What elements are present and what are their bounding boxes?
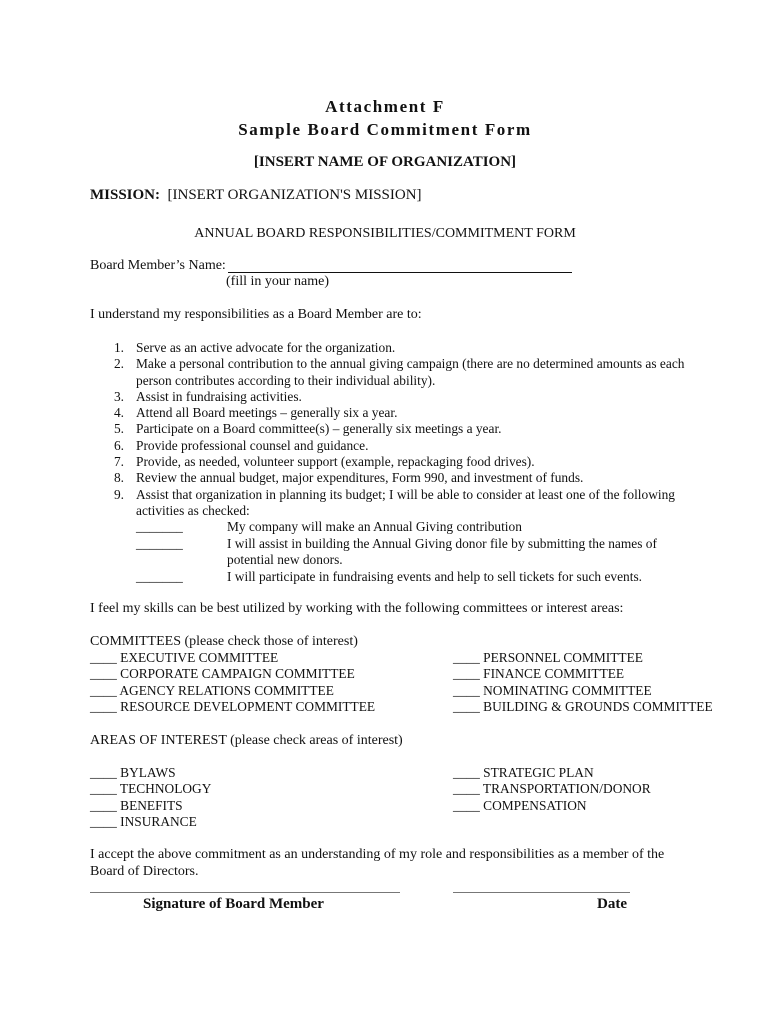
activity-text: I will participate in fundraising events and help to sell tickets for such events. — [227, 569, 642, 584]
organization-name-placeholder: [INSERT NAME OF ORGANIZATION] — [253, 154, 517, 170]
responsibility-item — [90, 470, 710, 486]
activity-checkbox-blank[interactable]: _______ — [136, 569, 183, 584]
member-signature-line[interactable] — [90, 892, 400, 893]
responsibility-number: 8. — [113, 470, 124, 486]
activity-text: My company will make an Annual Giving contribution — [227, 519, 522, 534]
responsibilities-intro: I understand my responsibilities as a Board Member are to: — [90, 307, 422, 322]
committee-option-label: EXECUTIVE COMMITTEE — [120, 650, 279, 665]
responsibility-text: Attend all Board meetings – generally six a year. — [136, 405, 398, 421]
committee-option — [453, 699, 713, 715]
form-title: Sample Board Commitment Form — [238, 120, 532, 139]
committee-option-label: FINANCE COMMITTEE — [483, 666, 625, 682]
interest-checkbox-blank[interactable]: ____ — [453, 765, 480, 780]
activity-text: I will assist in building the Annual Giving donor file by submitting the names of potential new donors. — [227, 536, 657, 568]
committee-checkbox-blank[interactable]: ____ — [453, 650, 480, 665]
interest-checkbox-blank[interactable]: ____ — [90, 797, 117, 813]
responsibility-item — [90, 454, 710, 470]
responsibility-item — [90, 389, 710, 405]
committee-checkbox-blank[interactable]: ____ — [453, 666, 480, 682]
committee-option — [453, 683, 652, 699]
responsibility-number: 3. — [113, 388, 124, 404]
interest-option-label: BYLAWS — [120, 765, 176, 780]
responsibility-item — [90, 487, 710, 520]
interest-option-label: TECHNOLOGY — [119, 781, 212, 797]
skills-intro: I feel my skills can be best utilized by working with the following committees or interest areas: — [90, 601, 624, 616]
interest-checkbox-blank[interactable]: ____ — [453, 797, 480, 813]
responsibility-text: Provide, as needed, volunteer support (example, repackaging food drives). — [136, 454, 535, 470]
board-member-name-label: Board Member’s Name: — [90, 258, 226, 273]
committee-option — [90, 650, 278, 666]
responsibility-text: Assist that organization in planning its budget; I will be able to consider at least one of the following activities as checked: — [136, 486, 675, 518]
attachment-title: Attachment F — [325, 97, 445, 116]
committee-option — [453, 650, 643, 666]
responsibility-number: 6. — [113, 437, 124, 453]
board-member-name-hint: (fill in your name) — [226, 274, 330, 289]
committee-option — [90, 666, 355, 682]
committee-option-label: CORPORATE CAMPAIGN COMMITTEE — [120, 666, 355, 682]
interest-option — [453, 798, 587, 814]
interest-option-label: BENEFITS — [120, 797, 183, 813]
responsibility-text: Provide professional counsel and guidance. — [136, 437, 369, 453]
responsibility-item — [90, 421, 710, 437]
committee-checkbox-blank[interactable]: ____ — [90, 650, 117, 665]
committee-option-label: AGENCY RELATIONS COMMITTEE — [119, 682, 334, 698]
responsibility-number: 7. — [113, 454, 124, 470]
mission-line — [90, 187, 422, 204]
responsibility-number: 4. — [113, 405, 124, 421]
responsibilities-list — [90, 340, 710, 519]
committees-heading: COMMITTEES (please check those of interest) — [90, 634, 358, 649]
committee-checkbox-blank[interactable]: ____ — [453, 699, 480, 715]
committee-checkbox-blank[interactable]: ____ — [90, 666, 117, 682]
committee-option — [90, 683, 334, 699]
responsibility-item — [90, 405, 710, 421]
interest-option — [90, 814, 197, 830]
interest-option — [453, 765, 594, 781]
responsibility-text: Assist in fundraising activities. — [136, 388, 302, 404]
responsibility-number: 9. — [113, 486, 124, 502]
interest-option — [90, 765, 176, 781]
interests-heading: AREAS OF INTEREST (please check areas of interest) — [90, 733, 403, 748]
interest-option — [453, 781, 651, 797]
activity-checkbox-blank[interactable]: _______ — [136, 536, 183, 551]
responsibility-number: 1. — [113, 340, 124, 355]
responsibility-text: Serve as an active advocate for the organization. — [136, 340, 396, 355]
interest-checkbox-blank[interactable]: ____ — [90, 781, 117, 797]
interest-option-label: COMPENSATION — [483, 797, 587, 813]
responsibility-text: Review the annual budget, major expenditures, Form 990, and investment of funds. — [136, 470, 584, 486]
interest-checkbox-blank[interactable]: ____ — [453, 781, 480, 797]
committee-option-label: PERSONNEL COMMITTEE — [483, 650, 643, 665]
committee-checkbox-blank[interactable]: ____ — [90, 682, 117, 698]
interest-option — [90, 781, 211, 797]
responsibility-item — [90, 340, 710, 356]
mission-value: [INSERT ORGANIZATION'S MISSION] — [167, 187, 422, 203]
responsibility-item — [90, 438, 710, 454]
responsibility-number: 5. — [113, 421, 124, 437]
interest-option-label: TRANSPORTATION/DONOR — [482, 781, 651, 797]
committee-option-label: NOMINATING COMMITTEE — [483, 682, 652, 698]
responsibility-number: 2. — [113, 356, 124, 372]
interest-option-label: STRATEGIC PLAN — [483, 765, 594, 780]
activity-checkbox-blank[interactable]: _______ — [136, 519, 183, 534]
mission-label: MISSION: — [90, 187, 161, 203]
interest-option-label: INSURANCE — [120, 814, 197, 830]
committee-option-label: BUILDING & GROUNDS COMMITTEE — [483, 699, 713, 715]
committee-option-label: RESOURCE DEVELOPMENT COMMITTEE — [120, 699, 376, 715]
responsibility-item — [90, 356, 710, 389]
annual-form-heading: ANNUAL BOARD RESPONSIBILITIES/COMMITMENT FORM — [194, 226, 576, 241]
date-signature-line[interactable] — [453, 892, 630, 893]
interest-checkbox-blank[interactable]: ____ — [90, 765, 117, 780]
date-label: Date — [597, 896, 627, 912]
committee-checkbox-blank[interactable]: ____ — [90, 699, 117, 715]
acceptance-statement: I accept the above commitment as an understanding of my role and responsibilities as a member of the Board of Directors. — [90, 847, 665, 879]
responsibility-text: Make a personal contribution to the annual giving campaign (there are no determined amounts as each person contributes according to their individual ability). — [136, 356, 685, 388]
committee-option — [453, 666, 624, 682]
interest-checkbox-blank[interactable]: ____ — [90, 814, 117, 830]
board-member-name-field[interactable] — [228, 272, 572, 273]
committee-option — [90, 699, 375, 715]
responsibility-text: Participate on a Board committee(s) – generally six meetings a year. — [136, 421, 502, 437]
committee-checkbox-blank[interactable]: ____ — [453, 682, 480, 698]
interest-option — [90, 798, 183, 814]
member-signature-label: Signature of Board Member — [143, 896, 324, 912]
